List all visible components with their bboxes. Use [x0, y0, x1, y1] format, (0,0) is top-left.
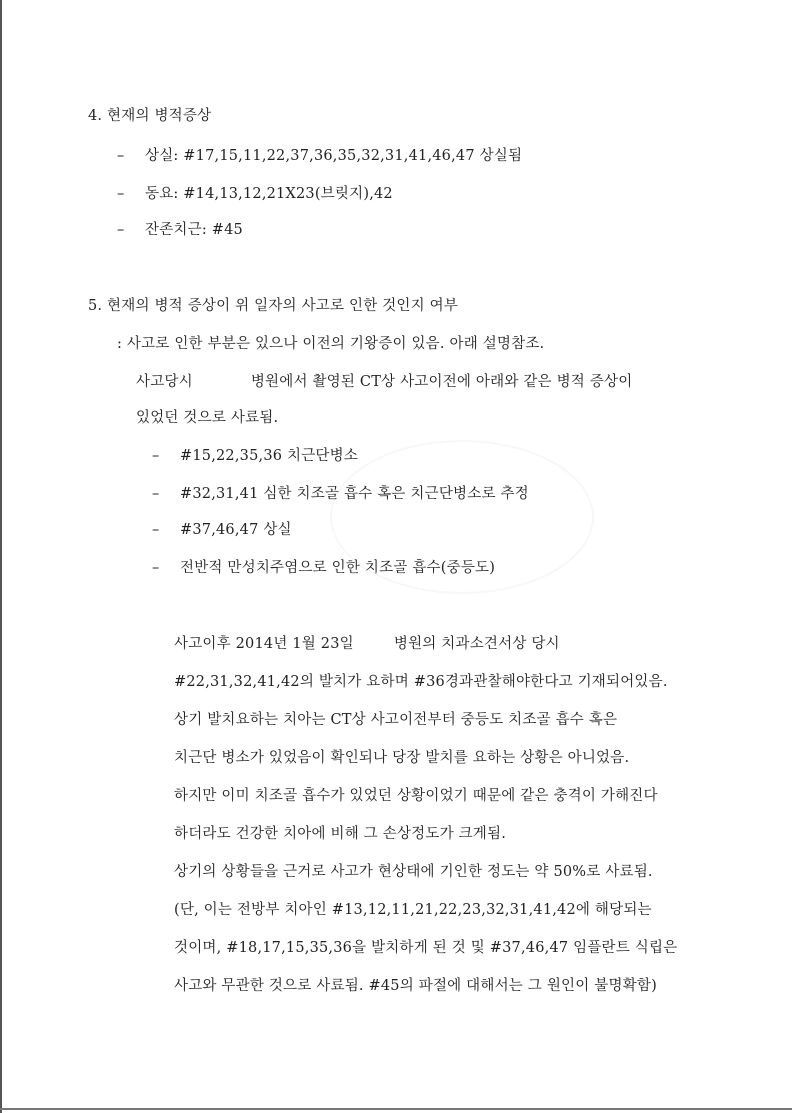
paragraph-line: 사고와 무관한 것으로 사료됨. #45의 파절에 대해서는 그 원인이 불명확함)	[174, 978, 657, 994]
paragraph-line: 치근단 병소가 있었음이 확인되나 당장 발치를 요하는 상황은 아니었음.	[174, 750, 630, 766]
dash-marker: –	[152, 486, 160, 502]
list-item-text: 잔존치근: #45	[145, 222, 243, 238]
finding-text: 전반적 만성치주염으로 인한 치조골 흡수(중등도)	[180, 560, 496, 576]
section-4-heading: 4. 현재의 병적증상	[88, 108, 212, 124]
paragraph-line: 하지만 이미 치조골 흡수가 있었던 상황이었기 때문에 같은 충격이 가해진다	[174, 788, 658, 804]
list-item-text: 상실: #17,15,11,22,37,36,35,32,31,41,46,47 상실됨	[145, 148, 523, 164]
paragraph-line: 상기 발치요하는 치아는 CT상 사고이전부터 중등도 치조골 흡수 혹은	[174, 712, 618, 728]
section-5-heading: 5. 현재의 병적 증상이 위 일자의 사고로 인한 것인지 여부	[88, 298, 459, 314]
paragraph-line: #22,31,32,41,42의 발치가 요하며 #36경과관찰해야한다고 기재되어있음.	[174, 674, 668, 690]
paragraph-line: 하더라도 건강한 치아에 비해 그 손상정도가 크게됨.	[174, 826, 507, 842]
paragraph-first-line	[174, 632, 560, 653]
page-left-edge	[0, 0, 2, 1113]
ct-statement-line	[136, 370, 632, 391]
finding-text: #15,22,35,36 치근단병소	[180, 448, 359, 464]
finding-text: #37,46,47 상실	[180, 522, 292, 538]
ct-statement-line-2: 있었던 것으로 사료됨.	[136, 410, 279, 426]
ct-statement-start: 사고당시	[136, 374, 193, 390]
dash-marker: –	[152, 448, 160, 464]
page-bottom-edge	[0, 1108, 792, 1110]
dash-marker: –	[152, 522, 160, 538]
paragraph-date-text: 사고이후 2014년 1월 23일	[174, 636, 354, 652]
paragraph-line: 상기의 상황들을 근거로 사고가 현상태에 기인한 정도는 약 50%로 사료됨.	[174, 864, 653, 880]
ct-statement-rest: 병원에서 촬영된 CT상 사고이전에 아래와 같은 병적 증상이	[250, 374, 633, 390]
list-item	[117, 144, 522, 165]
finding-text: #32,31,41 심한 치조골 흡수 혹은 치근단병소로 추정	[180, 486, 529, 502]
section-5-answer: : 사고로 인한 부분은 있으나 이전의 기왕증이 있음. 아래 설명참조.	[117, 336, 545, 352]
list-item	[117, 218, 243, 239]
finding-item	[152, 444, 358, 465]
paragraph-hospital-text: 병원의 치과소견서상 당시	[393, 636, 560, 652]
dash-marker: –	[117, 222, 125, 238]
paragraph-line: 것이며, #18,17,15,35,36을 발치하게 된 것 및 #37,46,47 임플란트 식립은	[174, 940, 678, 956]
finding-item	[152, 556, 495, 577]
list-item-text: 동요: #14,13,12,21X23(브릿지),42	[145, 186, 393, 202]
finding-item	[152, 518, 292, 539]
dash-marker: –	[117, 148, 125, 164]
dash-marker: –	[152, 560, 160, 576]
paragraph-line: (단, 이는 전방부 치아인 #13,12,11,21,22,23,32,31,41,42에 해당되는	[174, 902, 652, 918]
dash-marker: –	[117, 186, 125, 202]
list-item	[117, 182, 393, 203]
finding-item	[152, 482, 529, 503]
